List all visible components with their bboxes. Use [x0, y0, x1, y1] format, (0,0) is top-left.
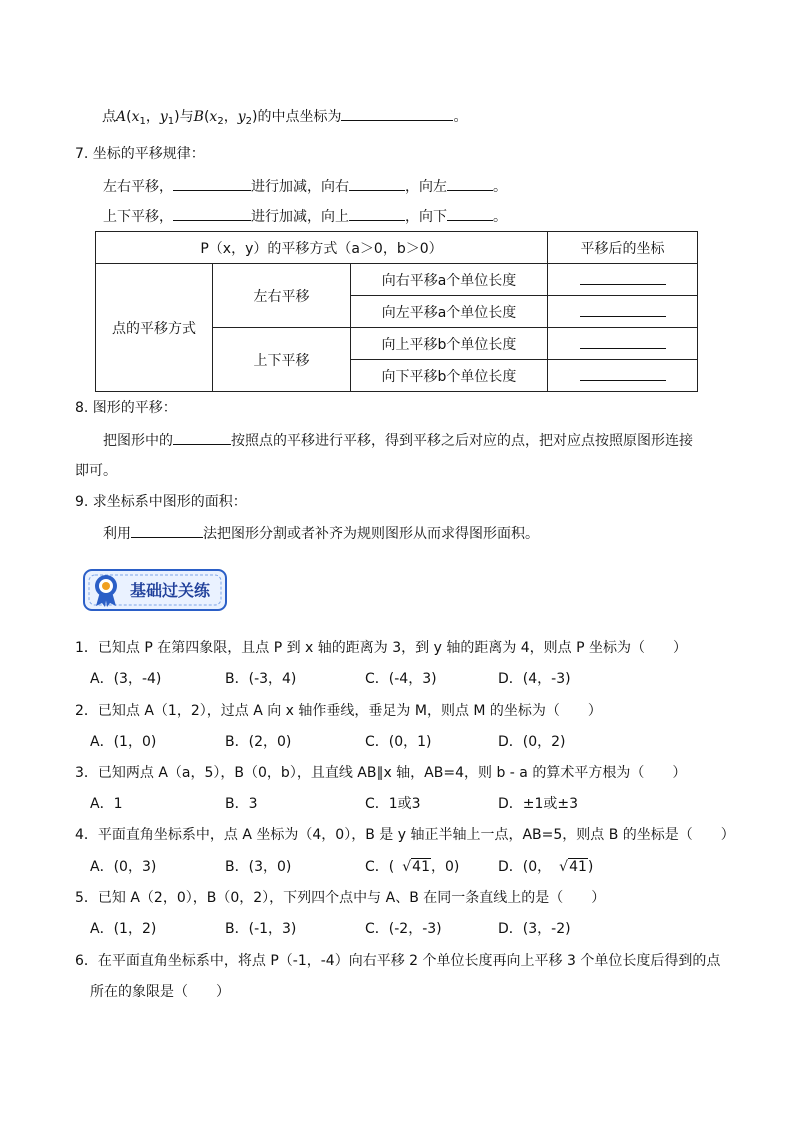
s7-lr-b: 进行加减，向右 — [251, 179, 349, 195]
translation-table — [95, 231, 698, 392]
table-header-right: 平移后的坐标 — [548, 232, 698, 264]
table-row-up: 向上平移b个单位长度 — [351, 328, 548, 360]
s7-ud-line — [103, 206, 507, 227]
q6-stem-2: 所在的象限是（ ） — [90, 984, 230, 1000]
s7-ud-blank-2[interactable] — [349, 206, 405, 221]
q1-option-b[interactable]: B．(-3，4) — [225, 671, 297, 687]
q1-option-d[interactable]: D．(4，-3) — [498, 671, 571, 687]
table-group-lr: 左右平移 — [213, 264, 351, 328]
badge-label: 基础过关练 — [130, 581, 211, 600]
section-badge — [80, 566, 230, 614]
s7-lr-blank-1[interactable] — [173, 176, 251, 191]
point-b-label: B — [193, 109, 204, 125]
q4-d-radicand: 41 — [569, 859, 587, 875]
s7-lr-line — [103, 176, 507, 197]
s9-blank[interactable] — [131, 523, 203, 538]
table-answer-blank[interactable] — [580, 366, 666, 381]
table-row-label: 点的平移方式 — [96, 264, 213, 392]
midpoint-line: 点$A(x_1$，$y_1$)与$B(x_2$，$y_2$)的中点坐标为 。 — [102, 106, 467, 132]
table-answer-blank[interactable] — [580, 334, 666, 349]
q3-option-a[interactable]: A．1 — [90, 796, 123, 812]
q1-stem: 1．已知点 P 在第四象限，且点 P 到 x 轴的距离为 3，到 y 轴的距离为 4，则点 P 坐标为（ ） — [75, 640, 688, 656]
s7-lr-d: 。 — [493, 179, 507, 195]
s7-ud-d: 。 — [493, 209, 507, 225]
s8-line1 — [103, 430, 693, 451]
s8-line1-a: 把图形中的 — [103, 433, 173, 449]
medal-icon — [90, 572, 122, 608]
table-answer-cell — [548, 360, 698, 392]
q2-stem: 2．已知点 A（1，2），过点 A 向 x 轴作垂线，垂足为 M，则点 M 的坐标为（ ） — [75, 703, 602, 719]
x1-sub: 1 — [139, 116, 146, 127]
q4-stem: 4．平面直角坐标系中，点 A 坐标为（4，0），B 是 y 轴正半轴上一点，AB=5，则点 B 的坐标是（ ） — [75, 827, 735, 843]
s7-lr-a: 左右平移， — [103, 179, 173, 195]
q4-option-c-tail: ，0) — [431, 859, 460, 875]
sqrt-symbol: √41 — [402, 859, 430, 875]
s8-blank[interactable] — [173, 430, 231, 445]
table-answer-cell — [548, 264, 698, 296]
table-header-left: P（x，y）的平移方式（a＞0，b＞0） — [96, 232, 548, 264]
q3-option-c[interactable]: C．1或3 — [365, 796, 421, 812]
q4-option-c-prefix: C．( — [365, 859, 395, 875]
x2-var: x — [209, 109, 218, 125]
table-row-left: 向左平移a个单位长度 — [351, 296, 548, 328]
q5-option-a[interactable]: A．(1，2) — [90, 921, 157, 937]
s7-lr-blank-3[interactable] — [447, 176, 493, 191]
s9-line-a: 利用 — [103, 526, 131, 542]
q4-option-b[interactable]: B．(3，0) — [225, 859, 292, 875]
table-answer-blank[interactable] — [580, 302, 666, 317]
q4-c-radicand: 41 — [412, 859, 430, 875]
x1-var: x — [131, 109, 140, 125]
comma-1: ， — [145, 109, 160, 125]
s7-ud-b: 进行加减，向上 — [251, 209, 349, 225]
s7-ud-blank-3[interactable] — [447, 206, 493, 221]
q5-option-b[interactable]: B．(-1，3) — [225, 921, 297, 937]
q5-stem: 5．已知 A（2，0），B（0，2），下列四个点中与 A、B 在同一条直线上的是（ ） — [75, 890, 606, 906]
s7-title: 7. 坐标的平移规律： — [75, 146, 205, 162]
q2-option-b[interactable]: B．(2，0) — [225, 734, 292, 750]
s7-lr-blank-2[interactable] — [349, 176, 405, 191]
s7-ud-c: ，向下 — [405, 209, 447, 225]
table-answer-blank[interactable] — [580, 270, 666, 285]
table-row-down: 向下平移b个单位长度 — [351, 360, 548, 392]
q3-option-b[interactable]: B．3 — [225, 796, 258, 812]
q1-option-a[interactable]: A．(3，-4) — [90, 671, 162, 687]
q3-option-d[interactable]: D．±1或±3 — [498, 796, 579, 812]
comma-2: ， — [223, 109, 238, 125]
y1-var: y — [159, 109, 168, 125]
s9-title: 9. 求坐标系中图形的面积： — [75, 494, 247, 510]
s9-line-b: 法把图形分割或者补齐为规则图形从而求得图形面积。 — [203, 526, 539, 542]
s8-line1-b: 按照点的平移进行平移，得到平移之后对应的点，把对应点按照原图形连接 — [231, 433, 693, 449]
and-text: 与 — [179, 109, 194, 125]
table-group-ud: 上下平移 — [213, 328, 351, 392]
s7-ud-blank-1[interactable] — [173, 206, 251, 221]
sqrt-symbol: √41 — [559, 859, 587, 875]
q2-option-a[interactable]: A．(1，0) — [90, 734, 157, 750]
y1-sub: 1 — [167, 116, 175, 127]
midpoint-prefix: 点 — [102, 109, 116, 125]
table-answer-cell — [548, 328, 698, 360]
s7-ud-a: 上下平移， — [103, 209, 173, 225]
q6-stem: 6．在平面直角坐标系中，将点 P（-1，-4）向右平移 2 个单位长度再向上平移 3 个单位长度后得到的点 — [75, 953, 721, 969]
s7-lr-c: ，向左 — [405, 179, 447, 195]
s8-title: 8. 图形的平移： — [75, 400, 177, 416]
s8-line2: 即可。 — [75, 463, 117, 479]
q1-option-c[interactable]: C．(-4，3) — [365, 671, 437, 687]
midpoint-suffix: 的中点坐标为 — [257, 109, 342, 125]
table-answer-cell — [548, 296, 698, 328]
midpoint-end: 。 — [453, 109, 468, 125]
point-a-label: A — [116, 109, 127, 125]
q2-option-d[interactable]: D．(0，2) — [498, 734, 566, 750]
y2-var: y — [237, 109, 246, 125]
q4-option-d-tail: ) — [587, 859, 594, 875]
q3-stem: 3．已知两点 A（a，5），B（0，b），且直线 AB∥x 轴，AB=4，则 b - a 的算术平方根为（ ） — [75, 765, 687, 781]
q2-option-c[interactable]: C．(0，1) — [365, 734, 432, 750]
q4-option-a[interactable]: A．(0，3) — [90, 859, 157, 875]
x2-sub: 2 — [217, 116, 224, 127]
q4-option-d-prefix: D．(0， — [498, 859, 552, 875]
q4-option-d[interactable] — [498, 857, 593, 877]
midpoint-blank[interactable] — [341, 106, 453, 121]
y2-sub: 2 — [245, 116, 252, 127]
table-row-right: 向右平移a个单位长度 — [351, 264, 548, 296]
q4-option-c[interactable] — [365, 857, 459, 877]
q5-option-d[interactable]: D．(3，-2) — [498, 921, 571, 937]
s9-line — [103, 523, 539, 544]
q5-option-c[interactable]: C．(-2，-3) — [365, 921, 442, 937]
